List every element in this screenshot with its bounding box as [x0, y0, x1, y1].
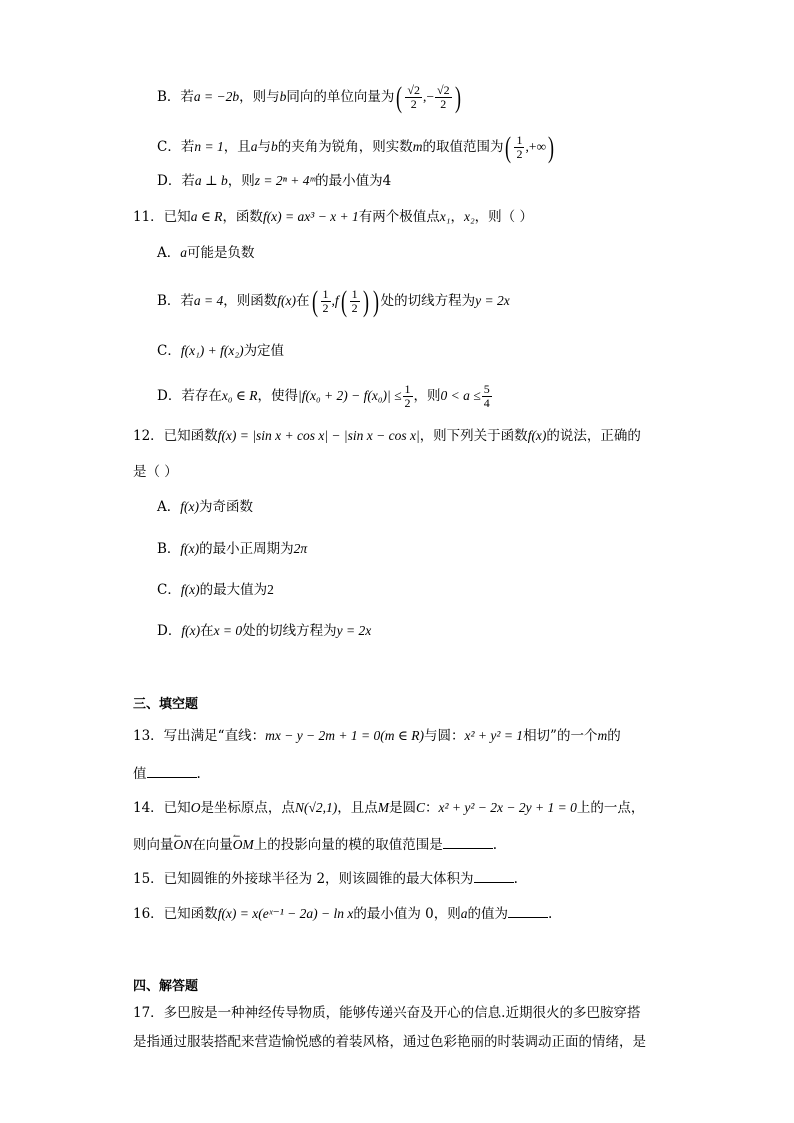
math-expr: O	[190, 800, 201, 815]
text: 上的一点，	[576, 800, 645, 816]
math-expr: b	[279, 89, 287, 104]
text: 可能是负数	[187, 245, 255, 261]
q17-line1: 17．多巴胺是一种神经传导物质，能够传递兴奋及开心的信息.近期很火的多巴胺穿搭	[133, 1005, 641, 1021]
q12-option-a	[157, 497, 253, 517]
paren-close: )	[372, 284, 379, 318]
text: ，则	[227, 173, 255, 189]
math-expr: m	[597, 728, 608, 743]
text: 与圆：	[424, 728, 465, 744]
fraction: $\frac{√2}{2}$	[437, 83, 450, 111]
text: ，	[450, 209, 464, 225]
text: 的	[607, 728, 621, 744]
math-expr: 0 < a ≤	[440, 388, 481, 403]
math-expr: f(x)	[180, 541, 200, 556]
q10-option-b	[157, 80, 463, 114]
q17-line2: 是指通过服装搭配来营造愉悦感的着装风格，通过色彩艳丽的时装调动正面的情绪，是	[133, 1034, 646, 1050]
question-number: 11．已知	[133, 209, 191, 225]
math-expr: f(x₁) + f(x₂)	[180, 343, 244, 358]
text: ：	[424, 800, 439, 816]
math-expr: ↼ OM	[233, 837, 254, 852]
answer-blank[interactable]	[508, 903, 548, 918]
math-expr: x₁	[439, 209, 451, 224]
math-expr: ,f	[331, 293, 339, 308]
option-label: C．	[157, 582, 181, 598]
text: 为定值	[243, 343, 285, 359]
text: 的夹角为锐角，则实数	[277, 139, 413, 155]
section-title: 四、解答题	[133, 979, 199, 994]
question-number: 13．写出满足“直线：	[133, 728, 266, 744]
fraction: $\frac{1}{2}$	[351, 287, 358, 315]
math-expr: N(√2,1)	[294, 800, 338, 815]
question-number: 16．已知函数	[133, 906, 218, 922]
math-expr: a	[180, 245, 187, 260]
option-label: B．若	[157, 89, 194, 105]
fraction: $\frac{5}{4}$	[483, 382, 490, 410]
fraction: $\frac{√2}{2}$	[407, 83, 420, 111]
question-number: 12．已知函数	[133, 428, 218, 444]
text: 相切”的一个	[523, 728, 598, 744]
paren-open: (	[340, 284, 347, 318]
text: 在	[296, 293, 310, 309]
text: 为奇函数	[198, 499, 253, 515]
text: 上的投影向量的模的取值范围是	[253, 837, 443, 853]
option-label: A．	[157, 245, 181, 261]
math-expr: f(x)	[180, 499, 199, 514]
text: .	[513, 871, 518, 887]
math-expr: C	[415, 800, 425, 815]
text: 有两个极值点	[358, 209, 440, 225]
answer-blank[interactable]	[443, 834, 493, 849]
math-expr: a	[460, 906, 468, 921]
text: 的最小值为 0，则	[353, 906, 461, 922]
paren-open: (	[505, 130, 512, 164]
option-label: D．	[157, 623, 182, 639]
math-expr: f(x) = x(eˣ⁻¹ − 2a) − ln x	[217, 906, 354, 921]
paren-close: )	[548, 130, 555, 164]
math-expr: mx − y − 2m + 1 = 0(m ∈ R)	[265, 728, 424, 743]
question-text: 15．已知圆锥的外接球半径为 2，则该圆锥的最大体积为	[133, 871, 474, 887]
text: ，且点	[337, 800, 378, 816]
math-expr: ↼ ON	[174, 837, 193, 852]
fraction: $\frac{1}{2}$	[322, 287, 329, 315]
text: 的取值范围为	[422, 139, 504, 155]
math-expr: f(x)	[181, 623, 201, 638]
text: 在向量	[192, 837, 233, 853]
text: 的最小正周期为	[199, 541, 294, 557]
math-expr: n = 1	[194, 139, 224, 154]
math-expr: a ∈ R	[190, 209, 223, 224]
text: ，函数	[222, 209, 263, 225]
paren-open: (	[396, 80, 403, 114]
q12-option-b	[157, 539, 307, 559]
answer-parens: ，则（ ）	[474, 209, 533, 225]
text: .	[196, 766, 201, 782]
text: 是坐标原点，点	[200, 800, 295, 816]
text: 处的切线方程为	[380, 293, 476, 309]
text: 的值为	[467, 906, 508, 922]
text: ，且	[223, 139, 251, 155]
text: 与	[257, 139, 271, 155]
paren-open: (	[311, 284, 318, 318]
math-expr: m	[412, 139, 423, 154]
text: 的最大值为	[199, 582, 268, 598]
text: 则向量	[133, 837, 174, 853]
text: 的说法，正确的	[546, 428, 641, 444]
math-expr: x² + y² − 2x − 2y + 1 = 0	[438, 800, 577, 815]
math-expr: y = 2x	[336, 623, 372, 638]
text: 同向的单位向量为	[286, 89, 395, 105]
section-title: 三、填空题	[133, 697, 199, 712]
math-expr: f(x)	[277, 293, 297, 308]
text: ，则下列关于函数	[419, 428, 528, 444]
q13-stem	[133, 726, 621, 746]
math-expr: a = −2b	[193, 89, 240, 104]
math-expr: ,−	[423, 89, 434, 104]
paren-close: )	[454, 80, 461, 114]
q10-option-d	[157, 171, 391, 191]
math-expr: x² + y² = 1	[464, 728, 524, 743]
q11-option-d	[157, 383, 493, 410]
math-expr: f(x) = ax³ − x + 1	[262, 209, 359, 224]
fraction: $\frac{1}{2}$	[516, 133, 523, 161]
option-label: D．若存在	[157, 388, 222, 404]
text: ，使得	[257, 388, 299, 404]
text: 值	[133, 766, 147, 782]
q13-line2	[133, 763, 201, 784]
question-number: 14．已知	[133, 800, 191, 816]
q11-option-b	[157, 284, 510, 318]
fraction: $\frac{1}{2}$	[404, 382, 411, 410]
q12-stem-line2	[133, 462, 178, 482]
text: ，则与	[239, 89, 280, 105]
q12-option-d	[157, 621, 371, 641]
text: ，则函数	[223, 293, 278, 309]
q14-stem	[133, 798, 644, 818]
math-expr: M	[377, 800, 389, 815]
q16-stem	[133, 903, 552, 924]
answer-blank[interactable]	[147, 763, 197, 778]
math-expr: y = 2x	[475, 293, 510, 308]
math-expr: 2	[267, 582, 274, 597]
q12-option-c	[157, 580, 274, 600]
q11-stem	[133, 207, 533, 227]
q10-option-c	[157, 130, 556, 164]
math-expr: a ⊥ b	[194, 173, 228, 188]
q14-line2	[133, 834, 497, 855]
text: 是圆	[388, 800, 416, 816]
option-label: D．若	[157, 173, 195, 189]
option-label: B．	[157, 541, 181, 557]
paren-close: )	[362, 284, 369, 318]
math-expr: ,+∞	[525, 139, 547, 154]
answer-parens: 是（ ）	[133, 464, 178, 480]
text: .	[547, 906, 553, 922]
answer-blank[interactable]	[474, 868, 514, 883]
text: ，则	[413, 388, 441, 404]
math-expr: f(x) = |sin x + cos x| − |sin x − cos x|	[217, 428, 420, 443]
math-expr: f(x)	[527, 428, 547, 443]
q15-stem	[133, 868, 518, 889]
option-label: B．若	[157, 293, 194, 309]
math-expr: |f(x₀ + 2) − f(x₀)| ≤	[298, 388, 402, 403]
math-expr: 2π	[293, 541, 308, 556]
math-expr: x₂	[463, 209, 475, 224]
option-label: A．	[157, 499, 181, 515]
text: 在	[200, 623, 214, 639]
q11-option-c	[157, 341, 284, 361]
text: .	[492, 837, 498, 853]
q12-stem	[133, 426, 641, 446]
math-expr: f(x)	[180, 582, 200, 597]
text: 处的切线方程为	[242, 623, 337, 639]
math-expr: x = 0	[213, 623, 243, 638]
math-expr: a = 4	[193, 293, 224, 308]
option-label: C．	[157, 343, 181, 359]
option-label: C．若	[157, 139, 195, 155]
math-expr: a	[250, 139, 258, 154]
math-expr: b	[270, 139, 278, 154]
text: 的最小值为4	[315, 173, 392, 189]
math-expr: x₀ ∈ R	[221, 388, 258, 403]
q11-option-a	[157, 243, 255, 263]
math-expr: z = 2ⁿ + 4ᵐ	[254, 173, 316, 188]
